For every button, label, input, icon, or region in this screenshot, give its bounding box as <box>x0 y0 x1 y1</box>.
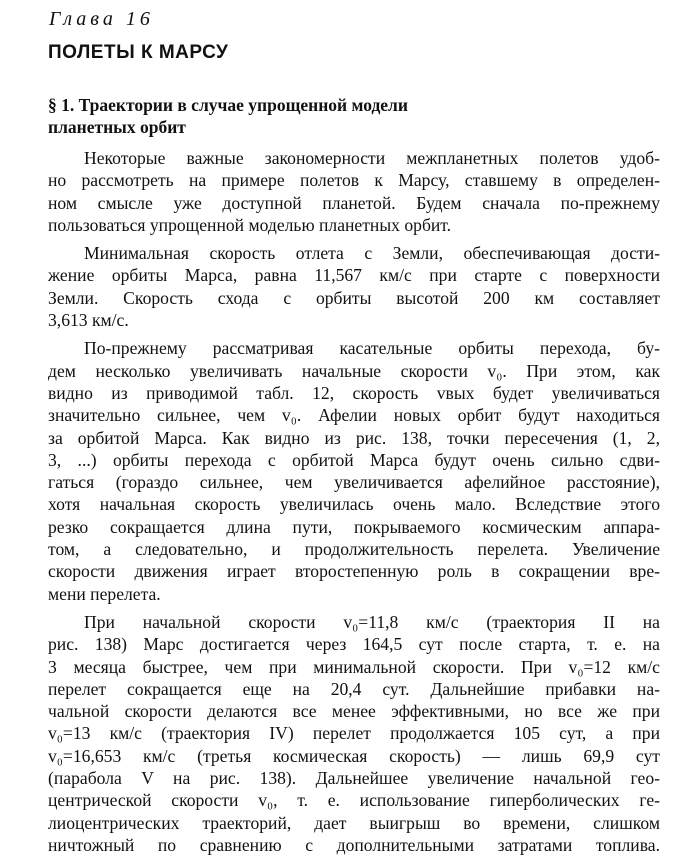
text-line: скорости движения играет второстепенную роль в сокращении вре- <box>48 561 660 582</box>
text-line: центрической скорости v₀, т. е. использование гиперболических ге- <box>48 790 660 811</box>
text-line: видно из приводимой табл. 12, скорость vвых будет увеличиваться <box>48 382 660 403</box>
text-line: хотя начальная скорость увеличилась очень мало. Вследствие этого <box>48 494 660 515</box>
paragraph <box>48 147 660 236</box>
text-line: Некоторые важные закономерности межпланетных полетов удоб- <box>84 148 660 168</box>
section-title-line-2: планетных орбит <box>48 117 186 137</box>
text-line: том, а следовательно, и продолжительность перелета. Увеличение <box>48 539 660 560</box>
text-line: ном смысле уже доступной планетой. Будем сначала по-прежнему <box>48 192 660 213</box>
section-title <box>48 94 548 138</box>
text-line: 3 месяца быстрее, чем при минимальной скорости. При v₀=12 км/с <box>48 656 660 677</box>
text-line: По-прежнему рассматривая касательные орбиты перехода, бу- <box>84 338 660 359</box>
chapter-title: ПОЛЕТЫ К МАРСУ <box>48 42 229 63</box>
text-line: жение орбиты Марса, равна 11,567 км/с при старте с поверхности <box>48 265 660 286</box>
text-line: v₀=16,653 км/с (третья космическая скорость) — лишь 69,9 сут <box>48 745 660 766</box>
text-line: мени перелета. <box>48 583 161 604</box>
text-line: 3, ...) орбиты перехода с орбитой Марса будут очень сильно сдви- <box>48 449 660 470</box>
text-line: дем несколько увеличивать начальные скорости v₀. При этом, как <box>48 360 660 381</box>
text-line: значительно сильнее, чем v₀. Афелии новых орбит будут находиться <box>48 405 660 426</box>
section-title-line-1: § 1. Траектории в случае упрощенной модели <box>48 95 408 115</box>
paragraph <box>48 611 660 856</box>
body-text <box>48 147 660 856</box>
text-line: рис. 138) Марс достигается через 164,5 сут после старта, т. е. на <box>48 634 660 655</box>
text-line: ничтожный по сравнению с дополнительными затратами топлива. <box>48 834 660 855</box>
text-line: v₀=13 км/с (траектория IV) перелет продолжается 105 сут, а при <box>48 723 660 744</box>
paragraph <box>48 337 660 605</box>
paragraph <box>48 242 660 331</box>
text-line: чальной скорости делаются все менее эффективными, но все же при <box>48 701 660 722</box>
text-line: (парабола V на рис. 138). Дальнейшее увеличение начальной гео- <box>48 768 660 789</box>
text-line: пользоваться упрощенной моделью планетных орбит. <box>48 214 452 235</box>
text-line: 3,613 км/с. <box>48 310 129 331</box>
text-line: Земли. Скорость схода с орбиты высотой 200 км составляет <box>48 287 660 308</box>
chapter-label: Глава 16 <box>49 8 154 30</box>
text-line: лиоцентрических траекторий, дает выигрыш во времени, слишком <box>48 812 660 833</box>
text-line: Минимальная скорость отлета с Земли, обеспечивающая дости- <box>84 243 660 264</box>
text-line: перелет сокращается еще на 20,4 сут. Дальнейшие прибавки на- <box>48 678 660 699</box>
text-line: При начальной скорости v₀=11,8 км/с (траектория II на <box>84 611 660 632</box>
text-line: за орбитой Марса. Как видно из рис. 138, точки пересечения (1, 2, <box>48 427 660 448</box>
text-line: гаться (гораздо сильнее, чем увеличивается афелийное расстояние), <box>48 472 660 493</box>
text-line: но рассмотреть на примере полетов к Марсу, ставшему в определен- <box>48 170 660 191</box>
text-line: резко сокращается длина пути, покрываемого космическим аппара- <box>48 516 660 537</box>
